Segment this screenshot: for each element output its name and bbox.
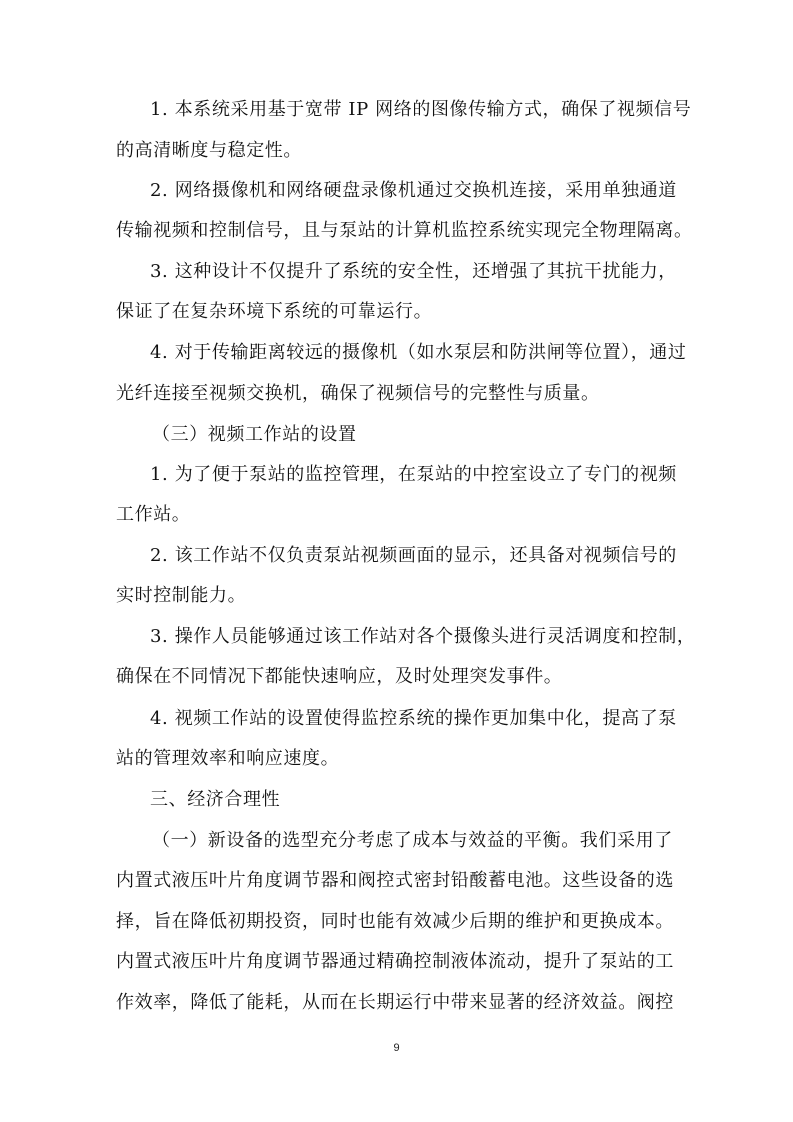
paragraph-line: 3. 这种设计不仅提升了系统的安全性，还增强了其抗干扰能力， — [150, 261, 677, 282]
paragraph-line: 工作站。 — [116, 504, 191, 525]
paragraph-line: 确保在不同情况下都能快速响应，及时处理突发事件。 — [116, 666, 563, 687]
paragraph-line: （一）新设备的选型充分考虑了成本与效益的平衡。我们采用了 — [152, 830, 673, 851]
paragraph-line: 1. 为了便于泵站的监控管理，在泵站的中控室设立了专门的视频 — [150, 464, 677, 485]
paragraph-line: 2. 网络摄像机和网络硬盘录像机通过交换机连接，采用单独通道 — [150, 180, 677, 201]
page-number: 9 — [393, 1042, 400, 1054]
paragraph-line: 2. 该工作站不仅负责泵站视频画面的显示，还具备对视频信号的 — [150, 545, 677, 566]
paragraph-line: 4. 对于传输距离较远的摄像机（如水泵层和防洪闸等位置），通过 — [150, 342, 687, 363]
paragraph-line: 1. 本系统采用基于宽带 IP 网络的图像传输方式，确保了视频信号 — [150, 99, 692, 120]
paragraph-line: 3. 操作人员能够通过该工作站对各个摄像头进行灵活调度和控制， — [150, 626, 696, 647]
paragraph-line: 内置式液压叶片角度调节器和阀控式密封铅酸蓄电池。这些设备的选 — [116, 870, 674, 891]
paragraph-line: 保证了在复杂环境下系统的可靠运行。 — [116, 301, 433, 322]
paragraph-line: 4. 视频工作站的设置使得监控系统的操作更加集中化，提高了泵 — [150, 708, 677, 729]
paragraph-line: 的高清晰度与稳定性。 — [116, 140, 302, 161]
paragraph-line: 作效率，降低了能耗，从而在长期运行中带来显著的经济效益。阀控 — [116, 992, 674, 1013]
paragraph-line: 实时控制能力。 — [116, 585, 247, 606]
paragraph-line: 传输视频和控制信号，且与泵站的计算机监控系统实现完全物理隔离。 — [116, 220, 693, 241]
paragraph-line: 内置式液压叶片角度调节器通过精确控制液体流动，提升了泵站的工 — [116, 951, 674, 972]
section-heading: （三）视频工作站的设置 — [152, 424, 357, 445]
paragraph-line: 光纤连接至视频交换机，确保了视频信号的完整性与质量。 — [116, 383, 600, 404]
paragraph-line: 站的管理效率和响应速度。 — [116, 748, 340, 769]
paragraph-line: 择，旨在降低初期投资，同时也能有效减少后期的维护和更换成本。 — [116, 911, 674, 932]
section-heading: 三、经济合理性 — [150, 789, 281, 810]
